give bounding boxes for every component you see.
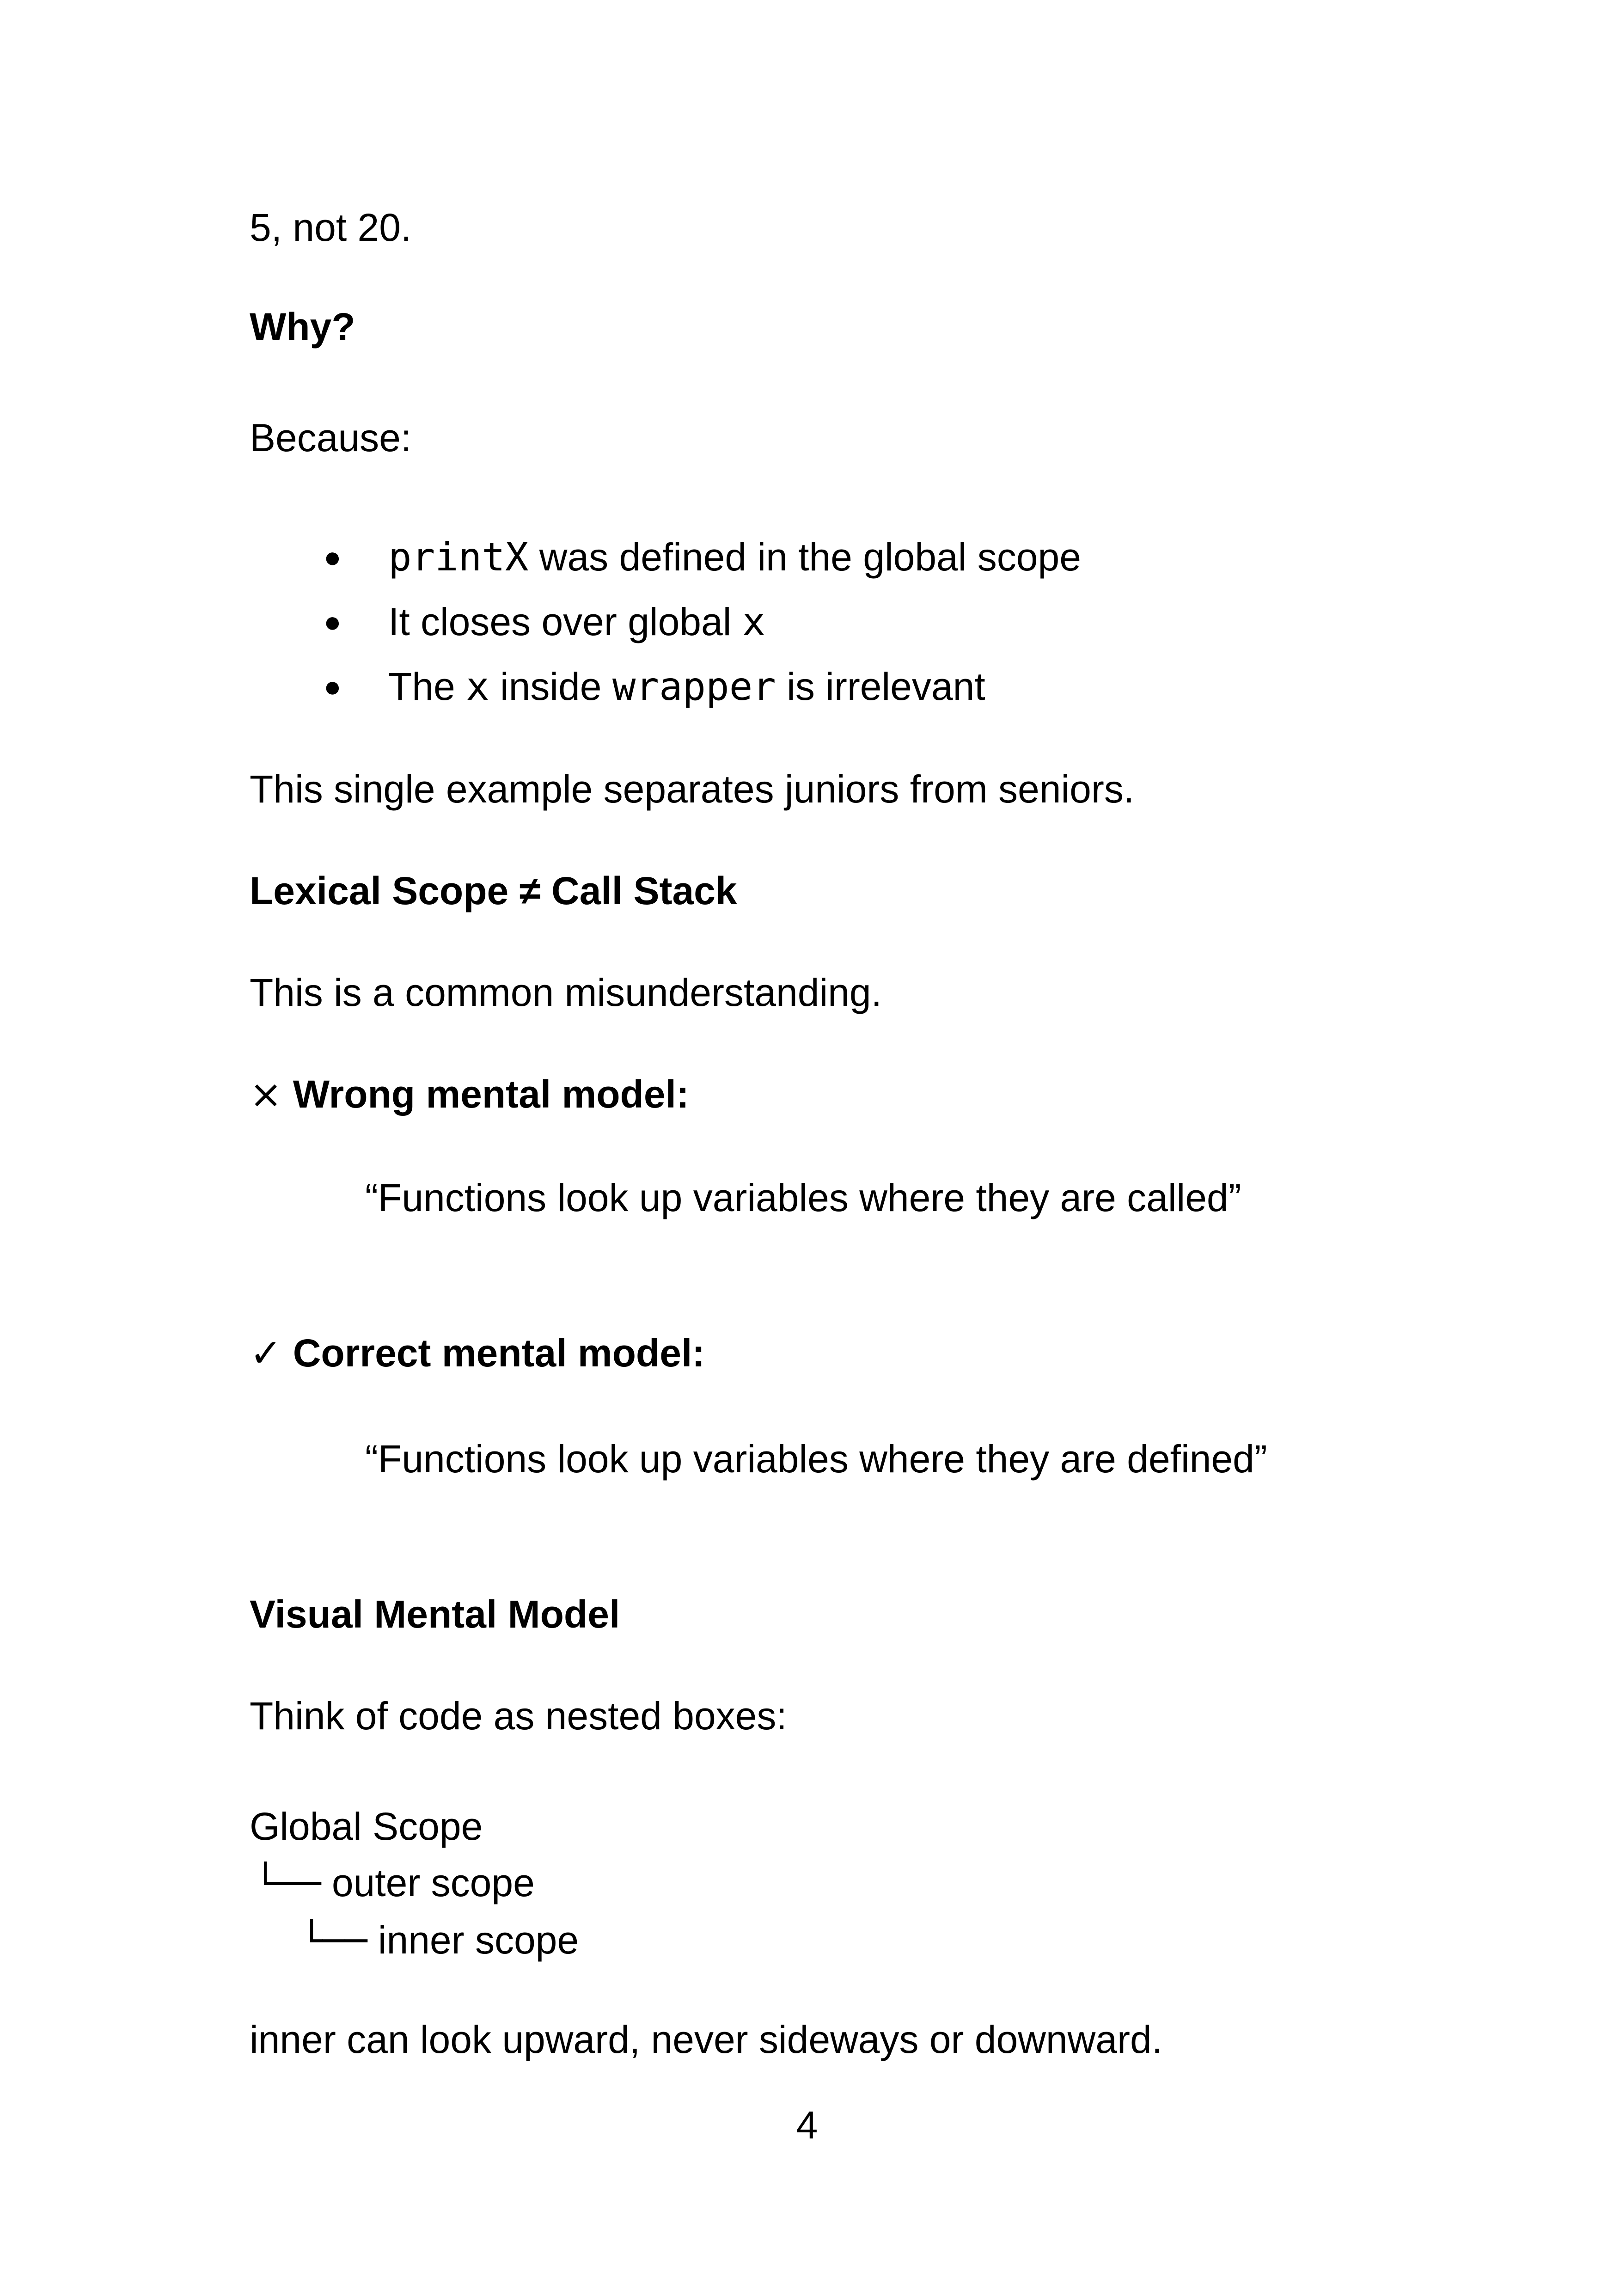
- correct-model-label: Correct mental model:: [293, 1331, 705, 1375]
- result-paragraph: 5, not 20.: [250, 206, 412, 249]
- cross-icon: ×: [250, 1071, 282, 1117]
- wrong-model-heading: [250, 1070, 689, 1119]
- list-item-text: is irrelevant: [776, 665, 985, 708]
- page-number: 4: [796, 2103, 818, 2147]
- list-item-text: inside: [489, 665, 612, 708]
- conclusion-paragraph: inner can look upward, never sideways or downward.: [250, 2018, 1163, 2061]
- tree-root: Global Scope: [250, 1805, 483, 1848]
- tree-inner: [250, 1912, 579, 1969]
- list-item: [250, 525, 1081, 589]
- tree-branch-icon: └──: [300, 1919, 367, 1962]
- list-item: [250, 654, 1081, 719]
- tree-inner-label: inner scope: [367, 1918, 579, 1962]
- correct-model-quote: “Functions look up variables where they are defined”: [365, 1437, 1267, 1481]
- why-heading: Why?: [250, 305, 355, 349]
- scope-tree: [250, 1798, 579, 1969]
- list-item: [250, 589, 1081, 654]
- tree-outer-label: outer scope: [321, 1861, 535, 1904]
- code-printX: printX: [388, 534, 529, 580]
- code-x: x: [466, 664, 489, 709]
- code-wrapper: wrapper: [612, 664, 776, 709]
- summary-paragraph: This single example separates juniors from seniors.: [250, 767, 1135, 811]
- lexical-scope-heading: Lexical Scope ≠ Call Stack: [250, 869, 737, 912]
- reasons-list: [250, 525, 1081, 719]
- list-item-text: was defined in the global scope: [528, 535, 1081, 579]
- visual-model-heading: Visual Mental Model: [250, 1592, 620, 1636]
- bullet-icon: ●: [324, 605, 342, 638]
- nested-boxes-paragraph: Think of code as nested boxes:: [250, 1694, 787, 1738]
- bullet-icon: ●: [324, 540, 342, 574]
- list-item-text: The: [388, 665, 466, 708]
- code-x: x: [742, 599, 766, 644]
- correct-model-heading: [250, 1329, 705, 1378]
- misunderstanding-paragraph: This is a common misunderstanding.: [250, 971, 882, 1014]
- tree-outer: [250, 1855, 579, 1912]
- because-paragraph: Because:: [250, 416, 412, 459]
- list-item-text: It closes over global: [388, 600, 742, 643]
- tree-branch-icon: └──: [254, 1862, 321, 1905]
- wrong-model-quote: “Functions look up variables where they are called”: [365, 1176, 1241, 1219]
- checkmark-icon: ✓: [250, 1330, 282, 1376]
- bullet-icon: ●: [324, 670, 342, 703]
- wrong-model-label: Wrong mental model:: [293, 1072, 689, 1116]
